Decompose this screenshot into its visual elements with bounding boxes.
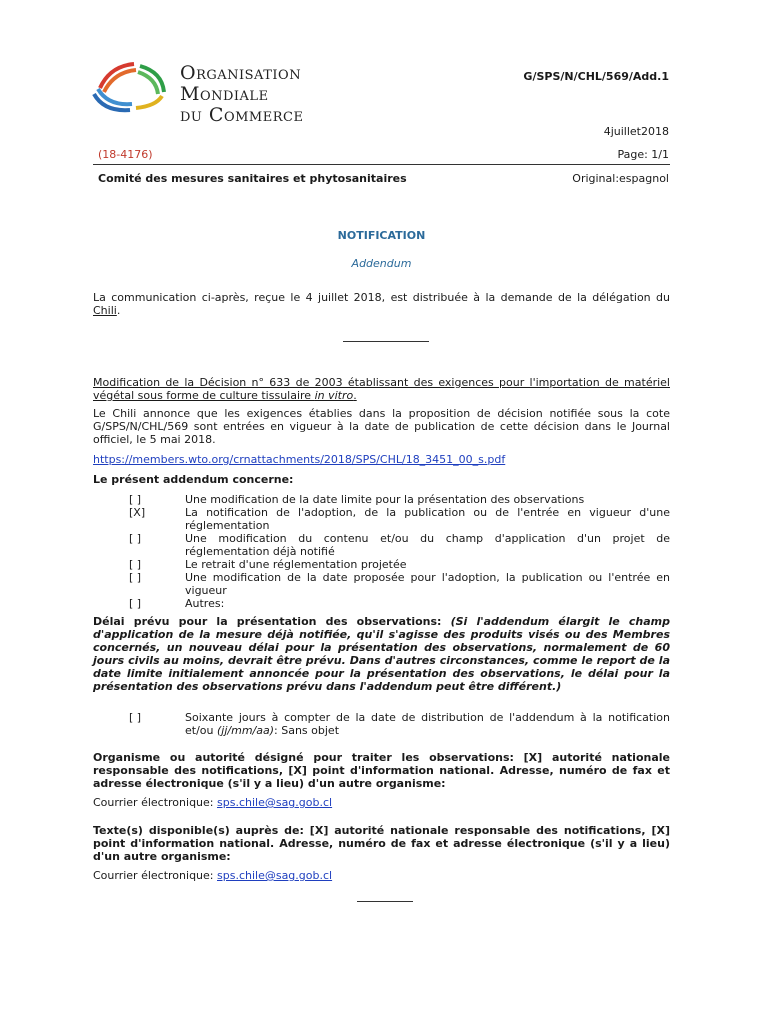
texts-email-link[interactable]: sps.chile@sag.gob.cl xyxy=(217,869,333,882)
original-language: Original:espagnol xyxy=(572,172,669,185)
agency-heading: Organisme ou autorité désigné pour traiter les observations: [X] autorité nationale responsable des notifications, [X] point d'information national. Adresse, numéro de fax et adresse électronique (s'il y a lieu) d'un autre organisme: xyxy=(93,751,670,790)
option-checkbox[interactable]: [ ] xyxy=(129,597,142,610)
option-checkbox[interactable]: [ ] xyxy=(129,711,142,724)
page-title: NOTIFICATION xyxy=(337,229,426,242)
agency-email: Courrier électronique: sps.chile@sag.gob.cl xyxy=(93,796,333,809)
options-list xyxy=(93,493,670,610)
agency-email-link[interactable]: sps.chile@sag.gob.cl xyxy=(217,796,333,809)
section-divider xyxy=(343,341,429,342)
intro-paragraph: La communication ci-après, reçue le 4 juillet 2018, est distribuée à la demande de la délégation du Chili. xyxy=(93,291,670,317)
committee-name: Comité des mesures sanitaires et phytosanitaires xyxy=(98,172,407,185)
wto-logo-icon xyxy=(90,58,172,116)
list-item: [ ] Une modification de la date proposée pour l'adoption, la publication ou l'entrée en vigueur xyxy=(93,571,670,597)
option-checkbox[interactable]: [ ] xyxy=(129,558,142,571)
option-checkbox[interactable]: [ ] xyxy=(129,571,142,584)
list-item: [X] La notification de l'adoption, de la publication ou de l'entrée en vigueur d'une réglementation xyxy=(93,506,670,532)
texts-heading: Texte(s) disponible(s) auprès de: [X] autorité nationale responsable des notifications, [X] point d'information national. Adresse, numéro de fax et adresse électronique (s'il y a lieu) d'un autre organisme: xyxy=(93,824,670,863)
concerns-heading: Le présent addendum concerne: xyxy=(93,473,294,486)
option-checkbox[interactable]: [ ] xyxy=(129,532,142,545)
end-divider xyxy=(357,901,413,902)
deadline-paragraph: Délai prévu pour la présentation des observations: (Si l'addendum élargit le champ d'application de la mesure déjà notifiée, qu'il s'agisse des produits visés ou des Membres concernés, un nouveau délai pour la présentation des observations, normalement de 60 jours civils au moins, devrait être prévu. Dans d'autres circonstances, comme le report de la date limite initialement annoncée pour la présentation des observations, le délai pour la présentation des observations prévu dans l'addendum peut être différent.) xyxy=(93,615,670,693)
announcement-paragraph: Le Chili annonce que les exigences établies dans la proposition de décision notifiée sous la cote G/SPS/N/CHL/569 sont entrées en vigueur à la date de publication de cette décision dans le Journal officiel, le 5 mai 2018. xyxy=(93,407,670,446)
option-checkbox[interactable]: [X] xyxy=(129,506,146,519)
document-symbol: G/SPS/N/CHL/569/Add.1 xyxy=(523,70,669,83)
texts-email: Courrier électronique: sps.chile@sag.gob.cl xyxy=(93,869,333,882)
page-subtitle: Addendum xyxy=(351,257,412,270)
list-item: [ ] Autres: xyxy=(93,597,670,610)
option-checkbox[interactable]: [ ] xyxy=(129,493,142,506)
org-name: Organisation Mondiale du Commerce xyxy=(180,62,304,126)
document-number: (18-4176) xyxy=(98,148,153,161)
document-date: 4juillet2018 xyxy=(603,125,669,138)
attachment-link[interactable]: https://members.wto.org/crnattachments/2018/SPS/CHL/18_3451_00_s.pdf xyxy=(93,453,506,466)
list-item: [ ] Le retrait d'une réglementation projetée xyxy=(93,558,670,571)
list-item: [ ] Une modification de la date limite pour la présentation des observations xyxy=(93,493,670,506)
header-divider xyxy=(93,164,670,165)
subject-title: Modification de la Décision n° 633 de 2003 établissant des exigences pour l'importation de matériel végétal sous forme de culture tissulaire in vitro. xyxy=(93,376,670,402)
sixty-days-option: [ ] Soixante jours à compter de la date de distribution de l'addendum à la notification et/ou (jj/mm/aa): Sans objet xyxy=(93,711,670,737)
page-number: Page: 1/1 xyxy=(617,148,669,161)
list-item: [ ] Une modification du contenu et/ou du champ d'application d'un projet de réglementation déjà notifié xyxy=(93,532,670,558)
